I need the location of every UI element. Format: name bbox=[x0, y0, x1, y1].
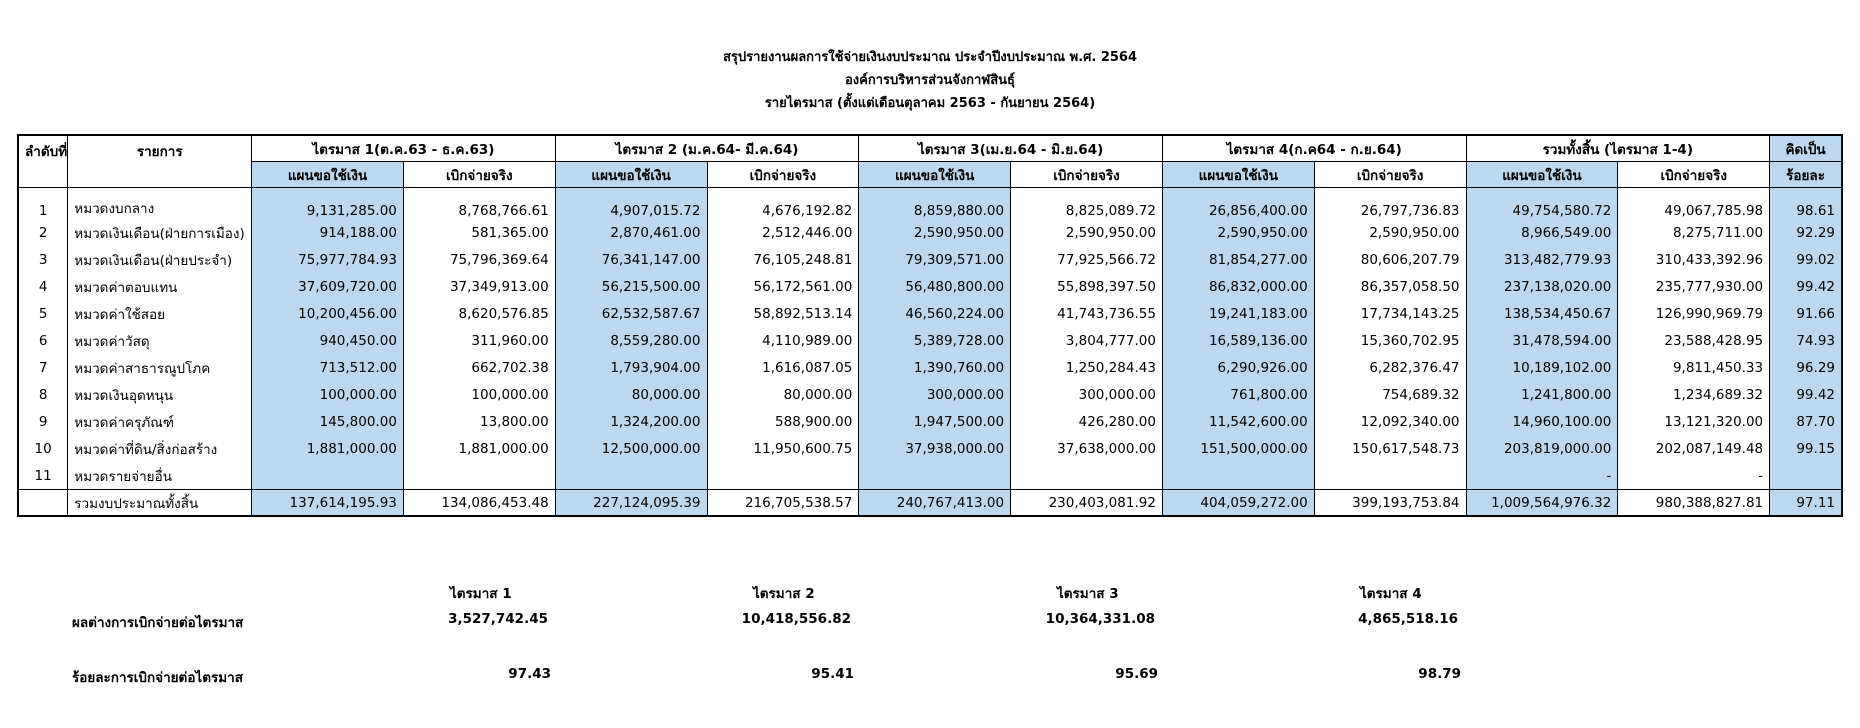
cell-q3-actual: 300,000.00 bbox=[1011, 381, 1163, 408]
cell-q2-actual: 58,892,513.14 bbox=[707, 300, 859, 327]
cell-q3-plan: 5,389,728.00 bbox=[859, 327, 1011, 354]
cell-seq: 8 bbox=[18, 381, 68, 408]
cell-item: หมวดเงินเดือน(ฝ่ายประจำ) bbox=[68, 246, 252, 273]
header-total-plan: แผนขอใช้เงิน bbox=[1466, 162, 1618, 188]
cell-q4-actual: 80,606,207.79 bbox=[1314, 246, 1466, 273]
cell-q4-plan bbox=[1162, 462, 1314, 490]
table-row bbox=[18, 408, 1842, 435]
cell-q1-plan: 10,200,456.00 bbox=[252, 300, 404, 327]
cell-q1-plan: 914,188.00 bbox=[252, 219, 404, 246]
table-row bbox=[18, 435, 1842, 462]
cell-q3-actual: 37,638,000.00 bbox=[1011, 435, 1163, 462]
header-row-top bbox=[18, 135, 1842, 162]
cell-q2-actual: 4,110,989.00 bbox=[707, 327, 859, 354]
cell-q4-actual: 6,282,376.47 bbox=[1314, 354, 1466, 381]
cell-q3-plan: 240,767,413.00 bbox=[859, 490, 1011, 517]
diff-q2: 10,418,556.82 bbox=[741, 611, 851, 627]
cell-q1-actual: 1,881,000.00 bbox=[403, 435, 555, 462]
cell-q3-actual: 55,898,397.50 bbox=[1011, 273, 1163, 300]
cell-total-plan: 49,754,580.72 bbox=[1466, 188, 1618, 220]
cell-q4-plan: 404,059,272.00 bbox=[1162, 490, 1314, 517]
cell-q3-plan: 2,590,950.00 bbox=[859, 219, 1011, 246]
report-title: สรุปรายงานผลการใช้จ่ายเงินงบประมาณ ประจำปีงบประมาณ พ.ศ. 2564 bbox=[722, 50, 1138, 65]
cell-q3-actual: 426,280.00 bbox=[1011, 408, 1163, 435]
cell-q3-actual: 77,925,566.72 bbox=[1011, 246, 1163, 273]
header-row-bottom bbox=[18, 162, 1842, 188]
cell-total-actual: 980,388,827.81 bbox=[1618, 490, 1770, 517]
table-row bbox=[18, 354, 1842, 381]
cell-q2-plan: 12,500,000.00 bbox=[555, 435, 707, 462]
header-total: รวมทั้งสิ้น (ไตรมาส 1-4) bbox=[1466, 135, 1770, 162]
cell-q3-actual: 2,590,950.00 bbox=[1011, 219, 1163, 246]
cell-q3-plan: 56,480,800.00 bbox=[859, 273, 1011, 300]
cell-q2-actual: 11,950,600.75 bbox=[707, 435, 859, 462]
cell-seq: 7 bbox=[18, 354, 68, 381]
cell-q4-actual: 399,193,753.84 bbox=[1314, 490, 1466, 517]
diff-q3: 10,364,331.08 bbox=[1045, 611, 1155, 627]
header-q2-plan: แผนขอใช้เงิน bbox=[555, 162, 707, 188]
cell-q2-plan: 80,000.00 bbox=[555, 381, 707, 408]
cell-percent bbox=[1770, 462, 1842, 490]
summary-q3-label: ไตรมาส 3 bbox=[1057, 586, 1119, 602]
cell-q2-plan: 4,907,015.72 bbox=[555, 188, 707, 220]
cell-q4-plan: 151,500,000.00 bbox=[1162, 435, 1314, 462]
cell-total-actual: 1,234,689.32 bbox=[1618, 381, 1770, 408]
header-q2-actual: เบิกจ่ายจริง bbox=[707, 162, 859, 188]
pct-q2: 95.41 bbox=[811, 666, 854, 682]
cell-item: หมวดค่าครุภัณฑ์ bbox=[68, 408, 252, 435]
cell-q1-actual: 75,796,369.64 bbox=[403, 246, 555, 273]
cell-total-plan: 1,009,564,976.32 bbox=[1466, 490, 1618, 517]
cell-item: หมวดค่าใช้สอย bbox=[68, 300, 252, 327]
diff-q4: 4,865,518.16 bbox=[1358, 611, 1458, 627]
cell-total-plan: 1,241,800.00 bbox=[1466, 381, 1618, 408]
cell-q3-actual: 41,743,736.55 bbox=[1011, 300, 1163, 327]
cell-percent: 98.61 bbox=[1770, 188, 1842, 220]
cell-item: หมวดค่าที่ดิน/สิ่งก่อสร้าง bbox=[68, 435, 252, 462]
cell-total-plan: 10,189,102.00 bbox=[1466, 354, 1618, 381]
cell-q3-actual: 230,403,081.92 bbox=[1011, 490, 1163, 517]
cell-q3-actual bbox=[1011, 462, 1163, 490]
cell-total-plan: 237,138,020.00 bbox=[1466, 273, 1618, 300]
cell-q2-actual: 1,616,087.05 bbox=[707, 354, 859, 381]
cell-percent: 91.66 bbox=[1770, 300, 1842, 327]
cell-total-actual: 23,588,428.95 bbox=[1618, 327, 1770, 354]
cell-q1-actual: 134,086,453.48 bbox=[403, 490, 555, 517]
cell-seq: 3 bbox=[18, 246, 68, 273]
header-q1: ไตรมาส 1(ต.ค.63 - ธ.ค.63) bbox=[252, 135, 556, 162]
cell-q2-plan: 76,341,147.00 bbox=[555, 246, 707, 273]
cell-q1-actual: 13,800.00 bbox=[403, 408, 555, 435]
cell-item: หมวดงบกลาง bbox=[68, 188, 252, 220]
header-percent-top: คิดเป็น bbox=[1770, 135, 1842, 162]
cell-q1-actual: 581,365.00 bbox=[403, 219, 555, 246]
cell-q4-plan: 11,542,600.00 bbox=[1162, 408, 1314, 435]
cell-total-plan: 31,478,594.00 bbox=[1466, 327, 1618, 354]
report-period: รายไตรมาส (ตั้งแต่เดือนตุลาคม 2563 - กันยายน 2564) bbox=[764, 96, 1096, 111]
cell-q3-plan: 300,000.00 bbox=[859, 381, 1011, 408]
cell-q4-plan: 86,832,000.00 bbox=[1162, 273, 1314, 300]
cell-percent: 99.42 bbox=[1770, 381, 1842, 408]
table-row bbox=[18, 246, 1842, 273]
budget-table bbox=[17, 134, 1843, 517]
header-total-actual: เบิกจ่ายจริง bbox=[1618, 162, 1770, 188]
cell-total-actual: 13,121,320.00 bbox=[1618, 408, 1770, 435]
cell-q4-plan: 16,589,136.00 bbox=[1162, 327, 1314, 354]
cell-total-actual: - bbox=[1618, 462, 1770, 490]
cell-q1-actual: 100,000.00 bbox=[403, 381, 555, 408]
cell-q1-plan: 100,000.00 bbox=[252, 381, 404, 408]
cell-item: หมวดเงินอุดหนุน bbox=[68, 381, 252, 408]
pct-q1: 97.43 bbox=[508, 666, 551, 682]
cell-q2-actual: 76,105,248.81 bbox=[707, 246, 859, 273]
cell-q1-plan: 75,977,784.93 bbox=[252, 246, 404, 273]
cell-q1-plan: 9,131,285.00 bbox=[252, 188, 404, 220]
cell-q2-plan: 227,124,095.39 bbox=[555, 490, 707, 517]
table-row bbox=[18, 300, 1842, 327]
cell-q1-actual: 8,620,576.85 bbox=[403, 300, 555, 327]
header-q3-actual: เบิกจ่ายจริง bbox=[1011, 162, 1163, 188]
cell-percent: 92.29 bbox=[1770, 219, 1842, 246]
cell-q3-plan: 37,938,000.00 bbox=[859, 435, 1011, 462]
cell-q2-actual: 80,000.00 bbox=[707, 381, 859, 408]
cell-q2-plan: 2,870,461.00 bbox=[555, 219, 707, 246]
cell-total-actual: 8,275,711.00 bbox=[1618, 219, 1770, 246]
cell-q2-actual: 588,900.00 bbox=[707, 408, 859, 435]
header-seq: ลำดับที่ bbox=[18, 135, 68, 188]
cell-total-actual: 49,067,785.98 bbox=[1618, 188, 1770, 220]
cell-total-actual: 9,811,450.33 bbox=[1618, 354, 1770, 381]
diff-q1: 3,527,742.45 bbox=[448, 611, 548, 627]
cell-q4-actual: 26,797,736.83 bbox=[1314, 188, 1466, 220]
cell-q1-actual: 8,768,766.61 bbox=[403, 188, 555, 220]
cell-seq: 6 bbox=[18, 327, 68, 354]
cell-q3-plan: 79,309,571.00 bbox=[859, 246, 1011, 273]
cell-q3-plan bbox=[859, 462, 1011, 490]
cell-percent: 74.93 bbox=[1770, 327, 1842, 354]
cell-item: หมวดค่าวัสดุ bbox=[68, 327, 252, 354]
cell-q1-actual: 662,702.38 bbox=[403, 354, 555, 381]
header-q4: ไตรมาส 4(ก.ค64 - ก.ย.64) bbox=[1162, 135, 1466, 162]
cell-total-plan: 8,966,549.00 bbox=[1466, 219, 1618, 246]
header-q2: ไตรมาส 2 (ม.ค.64- มี.ค.64) bbox=[555, 135, 859, 162]
cell-q3-actual: 3,804,777.00 bbox=[1011, 327, 1163, 354]
header-item: รายการ bbox=[68, 135, 252, 188]
cell-item: หมวดค่าสาธารณูปโภค bbox=[68, 354, 252, 381]
table-body bbox=[18, 188, 1842, 517]
cell-q3-plan: 8,859,880.00 bbox=[859, 188, 1011, 220]
cell-q1-actual: 37,349,913.00 bbox=[403, 273, 555, 300]
cell-q2-plan: 8,559,280.00 bbox=[555, 327, 707, 354]
cell-q4-plan: 761,800.00 bbox=[1162, 381, 1314, 408]
header-q4-plan: แผนขอใช้เงิน bbox=[1162, 162, 1314, 188]
cell-total-plan: 14,960,100.00 bbox=[1466, 408, 1618, 435]
cell-q3-plan: 46,560,224.00 bbox=[859, 300, 1011, 327]
cell-q3-plan: 1,947,500.00 bbox=[859, 408, 1011, 435]
total-row bbox=[18, 490, 1842, 517]
table-row bbox=[18, 219, 1842, 246]
header-q3: ไตรมาส 3(เม.ย.64 - มิ.ย.64) bbox=[859, 135, 1163, 162]
cell-q4-plan: 19,241,183.00 bbox=[1162, 300, 1314, 327]
cell-seq: 1 bbox=[18, 188, 68, 220]
table-row bbox=[18, 273, 1842, 300]
cell-q4-plan: 2,590,950.00 bbox=[1162, 219, 1314, 246]
cell-q3-actual: 8,825,089.72 bbox=[1011, 188, 1163, 220]
cell-q2-plan: 1,324,200.00 bbox=[555, 408, 707, 435]
cell-percent: 96.29 bbox=[1770, 354, 1842, 381]
summary-q2-label: ไตรมาส 2 bbox=[753, 586, 815, 602]
cell-total-plan: 203,819,000.00 bbox=[1466, 435, 1618, 462]
cell-percent: 99.02 bbox=[1770, 246, 1842, 273]
header-q4-actual: เบิกจ่ายจริง bbox=[1314, 162, 1466, 188]
cell-percent: 97.11 bbox=[1770, 490, 1842, 517]
table-row bbox=[18, 327, 1842, 354]
cell-q4-actual: 86,357,058.50 bbox=[1314, 273, 1466, 300]
cell-seq bbox=[18, 490, 68, 517]
cell-q4-plan: 81,854,277.00 bbox=[1162, 246, 1314, 273]
pct-label: ร้อยละการเบิกจ่ายต่อไตรมาส bbox=[72, 670, 243, 686]
cell-q2-plan bbox=[555, 462, 707, 490]
table-row bbox=[18, 462, 1842, 490]
cell-seq: 9 bbox=[18, 408, 68, 435]
cell-q1-plan: 137,614,195.93 bbox=[252, 490, 404, 517]
header-q1-plan: แผนขอใช้เงิน bbox=[252, 162, 404, 188]
cell-q2-actual: 216,705,538.57 bbox=[707, 490, 859, 517]
cell-q1-actual bbox=[403, 462, 555, 490]
cell-seq: 11 bbox=[18, 462, 68, 490]
cell-q4-actual: 150,617,548.73 bbox=[1314, 435, 1466, 462]
cell-q4-actual: 12,092,340.00 bbox=[1314, 408, 1466, 435]
cell-seq: 5 bbox=[18, 300, 68, 327]
cell-total-plan: - bbox=[1466, 462, 1618, 490]
cell-q3-plan: 1,390,760.00 bbox=[859, 354, 1011, 381]
cell-percent: 87.70 bbox=[1770, 408, 1842, 435]
cell-q2-actual bbox=[707, 462, 859, 490]
cell-q2-plan: 1,793,904.00 bbox=[555, 354, 707, 381]
pct-q3: 95.69 bbox=[1115, 666, 1158, 682]
cell-q4-plan: 26,856,400.00 bbox=[1162, 188, 1314, 220]
table-row bbox=[18, 381, 1842, 408]
header-percent-bottom: ร้อยละ bbox=[1770, 162, 1842, 188]
cell-q1-plan: 940,450.00 bbox=[252, 327, 404, 354]
cell-total-actual: 202,087,149.48 bbox=[1618, 435, 1770, 462]
cell-q4-actual: 15,360,702.95 bbox=[1314, 327, 1466, 354]
cell-seq: 10 bbox=[18, 435, 68, 462]
cell-item: รวมงบประมาณทั้งสิ้น bbox=[68, 490, 252, 517]
cell-q4-actual bbox=[1314, 462, 1466, 490]
cell-item: หมวดรายจ่ายอื่น bbox=[68, 462, 252, 490]
diff-label: ผลต่างการเบิกจ่ายต่อไตรมาส bbox=[72, 615, 244, 631]
organization-name: องค์การบริหารส่วนจังกาฬสินธุ์ bbox=[845, 73, 1015, 88]
header-q1-actual: เบิกจ่ายจริง bbox=[403, 162, 555, 188]
cell-q3-actual: 1,250,284.43 bbox=[1011, 354, 1163, 381]
cell-total-actual: 235,777,930.00 bbox=[1618, 273, 1770, 300]
header-q3-plan: แผนขอใช้เงิน bbox=[859, 162, 1011, 188]
cell-q4-plan: 6,290,926.00 bbox=[1162, 354, 1314, 381]
cell-item: หมวดเงินเดือน(ฝ่ายการเมือง) bbox=[68, 219, 252, 246]
cell-q1-actual: 311,960.00 bbox=[403, 327, 555, 354]
cell-q2-actual: 56,172,561.00 bbox=[707, 273, 859, 300]
cell-q1-plan: 145,800.00 bbox=[252, 408, 404, 435]
cell-q2-actual: 4,676,192.82 bbox=[707, 188, 859, 220]
cell-q1-plan: 1,881,000.00 bbox=[252, 435, 404, 462]
summary-q1-label: ไตรมาส 1 bbox=[450, 586, 512, 602]
cell-q2-plan: 56,215,500.00 bbox=[555, 273, 707, 300]
cell-seq: 2 bbox=[18, 219, 68, 246]
cell-percent: 99.42 bbox=[1770, 273, 1842, 300]
cell-q4-actual: 17,734,143.25 bbox=[1314, 300, 1466, 327]
cell-total-actual: 126,990,969.79 bbox=[1618, 300, 1770, 327]
cell-q2-plan: 62,532,587.67 bbox=[555, 300, 707, 327]
cell-total-actual: 310,433,392.96 bbox=[1618, 246, 1770, 273]
cell-total-plan: 313,482,779.93 bbox=[1466, 246, 1618, 273]
cell-percent: 99.15 bbox=[1770, 435, 1842, 462]
cell-q4-actual: 754,689.32 bbox=[1314, 381, 1466, 408]
cell-q1-plan bbox=[252, 462, 404, 490]
cell-seq: 4 bbox=[18, 273, 68, 300]
table-row bbox=[18, 188, 1842, 220]
cell-q4-actual: 2,590,950.00 bbox=[1314, 219, 1466, 246]
pct-q4: 98.79 bbox=[1418, 666, 1461, 682]
cell-item: หมวดค่าตอบแทน bbox=[68, 273, 252, 300]
cell-total-plan: 138,534,450.67 bbox=[1466, 300, 1618, 327]
cell-q1-plan: 37,609,720.00 bbox=[252, 273, 404, 300]
cell-q1-plan: 713,512.00 bbox=[252, 354, 404, 381]
summary-q4-label: ไตรมาส 4 bbox=[1360, 586, 1422, 602]
cell-q2-actual: 2,512,446.00 bbox=[707, 219, 859, 246]
